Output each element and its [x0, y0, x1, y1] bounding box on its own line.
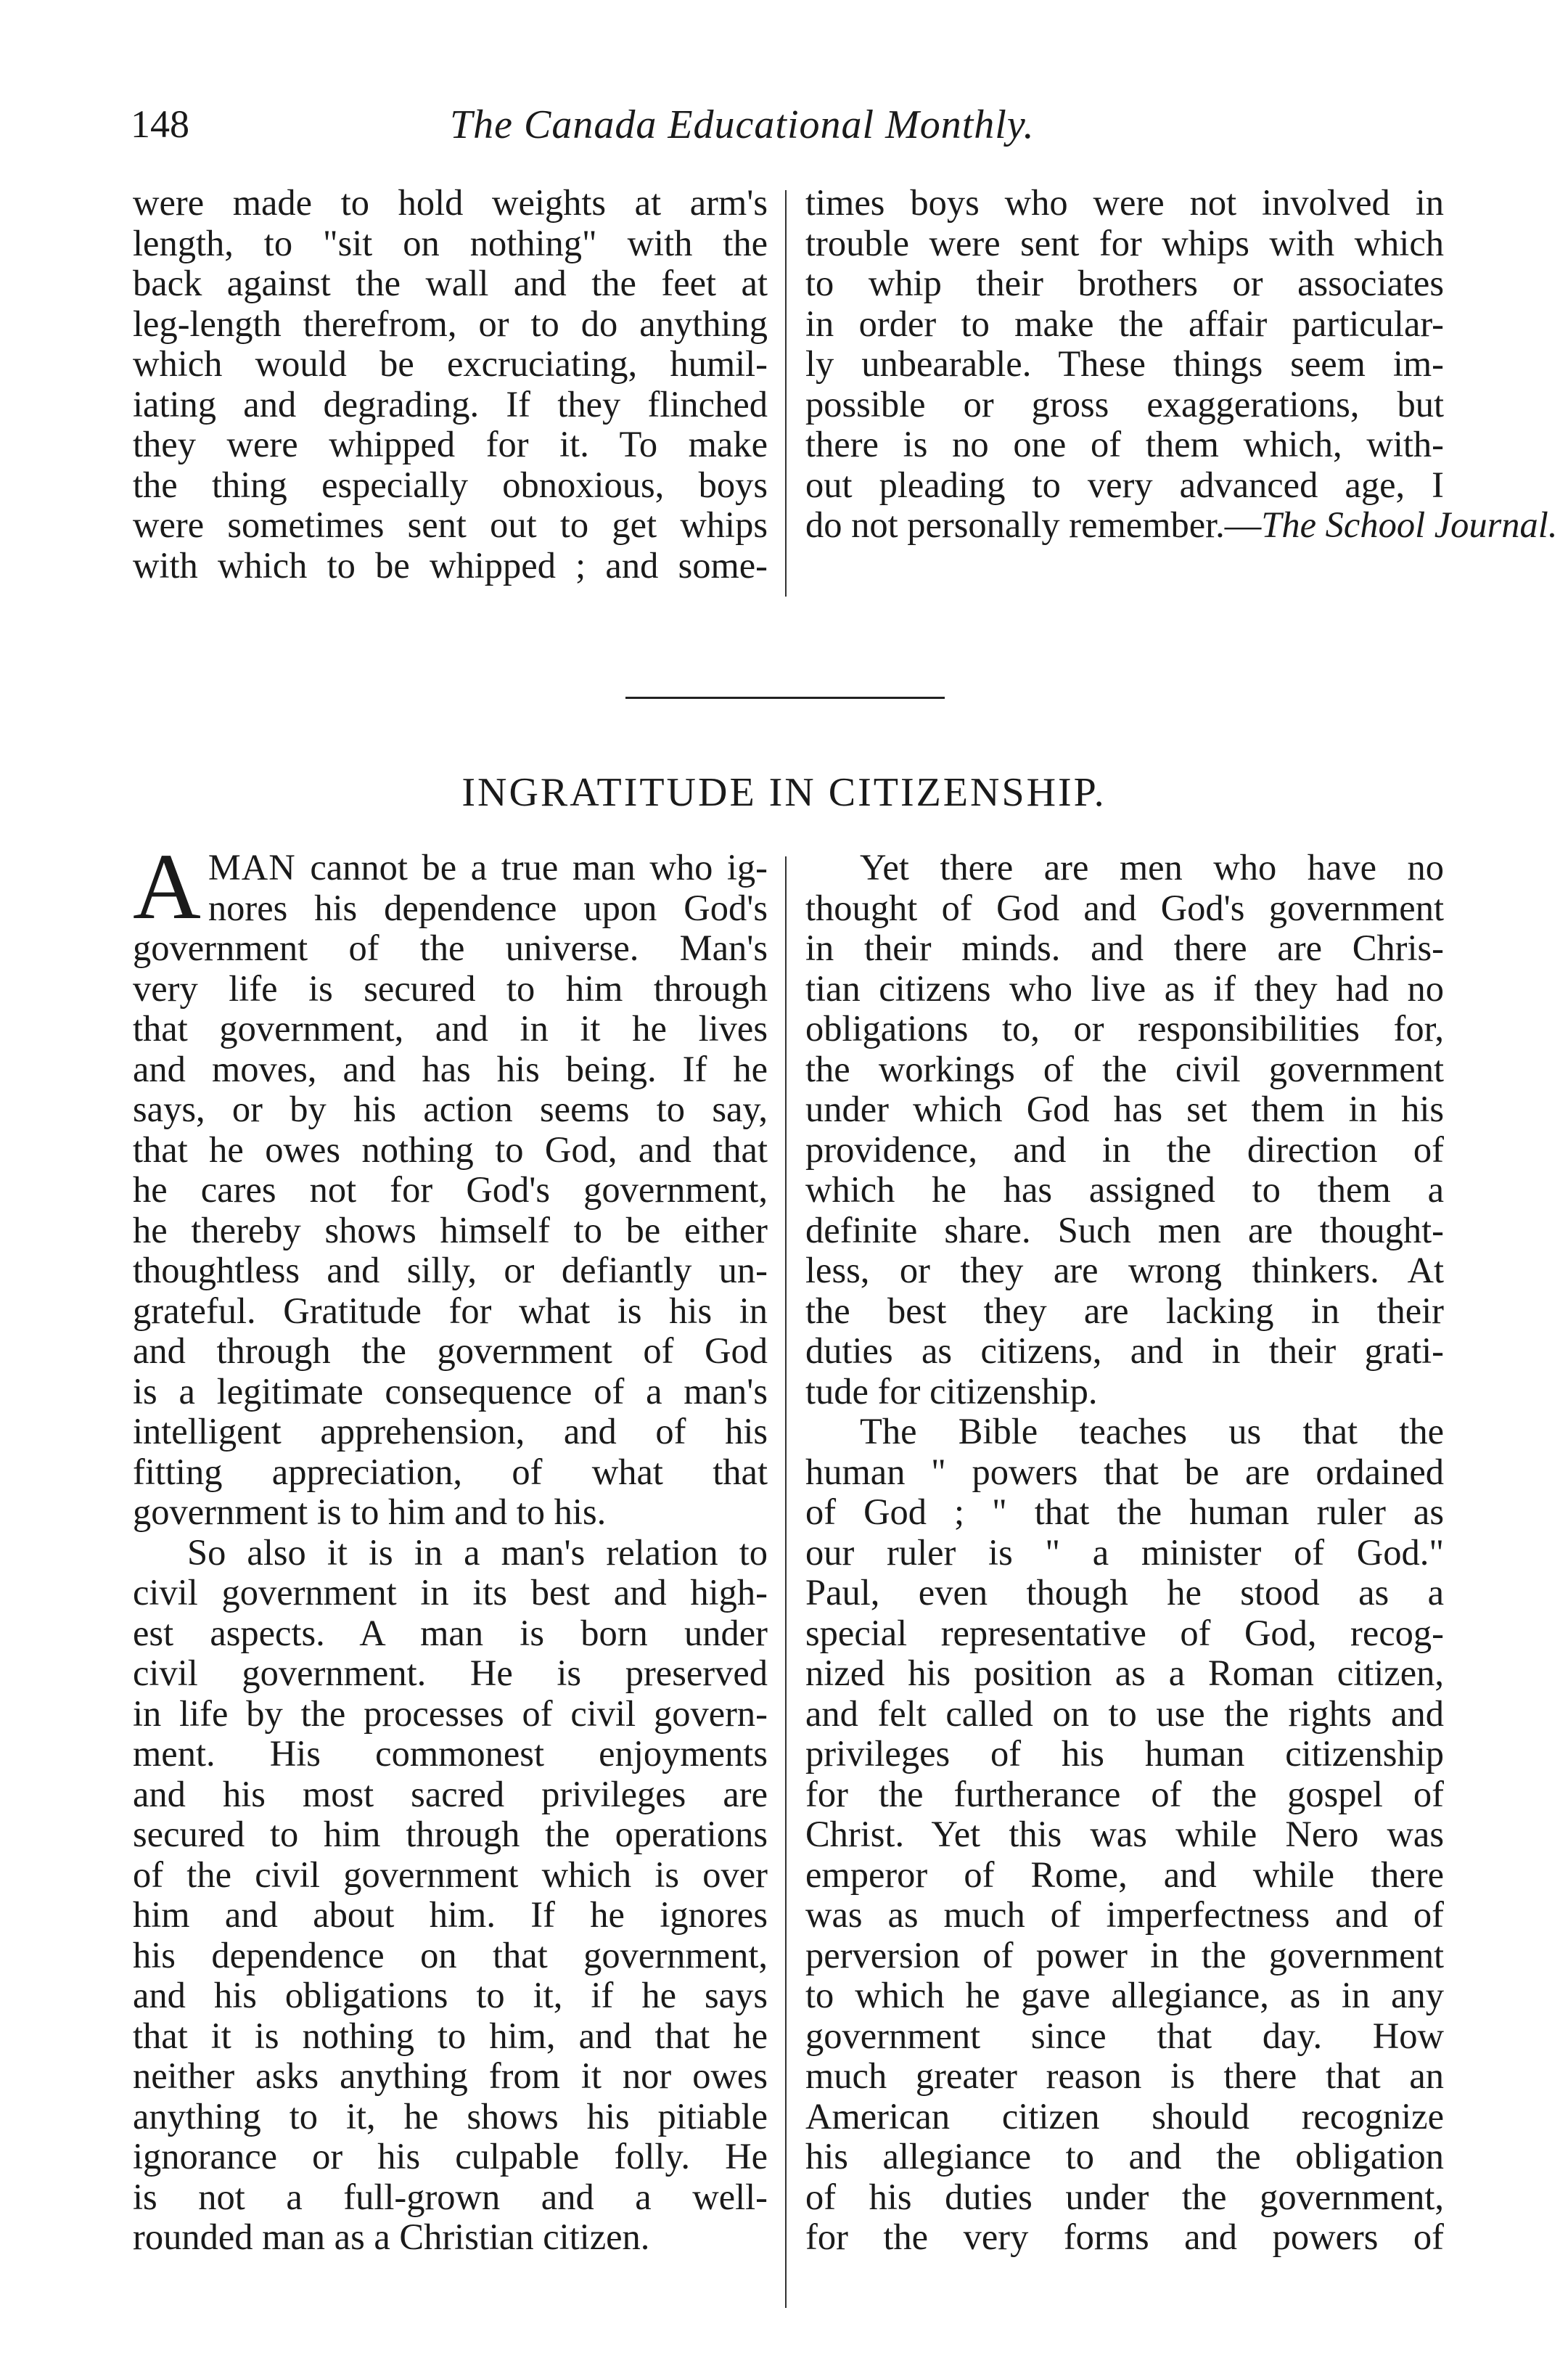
- text-line: of the civil government which is over: [133, 1854, 768, 1895]
- text-line: secured to him through the operations: [133, 1814, 768, 1854]
- text-line: leg-length therefrom, or to do anything: [133, 303, 768, 344]
- text-line: [805, 504, 1558, 546]
- text-line: for the furtherance of the gospel of: [805, 1773, 1444, 1814]
- text-line: times boys who were not involved in: [805, 182, 1444, 223]
- text-line: in their minds. and there are Chris-: [805, 928, 1444, 968]
- text-line: and his most sacred privileges are: [133, 1773, 768, 1814]
- text-line: So also it is in a man's relation to: [187, 1531, 768, 1573]
- text-line: that it is nothing to him, and that he: [133, 2015, 768, 2056]
- text-line: the best they are lacking in their: [805, 1290, 1444, 1331]
- text-fragment: do not personally remember.—: [805, 504, 1262, 545]
- text-line: duties as citizens, and in their grati-: [805, 1330, 1444, 1371]
- section-divider: [625, 697, 945, 699]
- text-line: of his duties under the government,: [805, 2176, 1444, 2217]
- text-line: providence, and in the direction of: [805, 1129, 1444, 1170]
- text-line: there is no one of them which, with-: [805, 424, 1444, 464]
- text-line: under which God has set them in his: [805, 1089, 1444, 1129]
- text-line: ment. His commonest enjoyments: [133, 1733, 768, 1774]
- text-line: much greater reason is there that an: [805, 2055, 1444, 2096]
- text-line: is not a full-grown and a well-: [133, 2176, 768, 2217]
- text-line: rounded man as a Christian citizen.: [133, 2216, 650, 2257]
- article-left-column: [133, 835, 768, 2258]
- page-number: 148: [131, 102, 189, 146]
- text-line: grateful. Gratitude for what is his in: [133, 1290, 768, 1331]
- text-line: less, or they are wrong thinkers. At: [805, 1250, 1444, 1290]
- text-line: the thing especially obnoxious, boys: [133, 464, 768, 505]
- first-word: MAN: [208, 847, 296, 888]
- text-line: special representative of God, recog-: [805, 1612, 1444, 1653]
- text-line: government since that day. How: [805, 2015, 1444, 2056]
- text-line: possible or gross exaggerations, but: [805, 383, 1444, 425]
- text-line: with which to be whipped ; and some-: [133, 544, 768, 586]
- text-line: intelligent apprehension, and of his: [133, 1411, 768, 1452]
- top-right-column: [805, 182, 1558, 546]
- text-line: very life is secured to him through: [133, 967, 768, 1009]
- text-line: to which he gave allegiance, as in any: [805, 1975, 1444, 2015]
- text-line: nores his dependence upon God's: [208, 887, 768, 928]
- text-line: government of the universe. Man's: [133, 928, 768, 968]
- text-line: him and about him. If he ignores: [133, 1894, 768, 1935]
- text-line: nized his position as a Roman citizen,: [805, 1653, 1444, 1693]
- text-line: est aspects. A man is born under: [133, 1612, 768, 1653]
- drop-cap: A: [133, 835, 201, 939]
- text-line: which would be excruciating, humil-: [133, 343, 768, 384]
- text-line: perversion of power in the government: [805, 1934, 1444, 1976]
- text-line: The Bible teaches us that the: [860, 1411, 1444, 1452]
- text-line: and moves, and has his being. If he: [133, 1048, 768, 1089]
- text-line: government is to him and to his.: [133, 1491, 607, 1532]
- text-line: emperor of Rome, and while there: [805, 1854, 1444, 1895]
- text-line: trouble were sent for whips with which: [805, 222, 1444, 263]
- running-title: The Canada Educational Monthly.: [450, 102, 1035, 147]
- text-line: his dependence on that government,: [133, 1934, 768, 1976]
- text-line: for the very forms and powers of: [805, 2216, 1444, 2257]
- text-line: they were whipped for it. To make: [133, 424, 768, 464]
- text-line: in life by the processes of civil govern-: [133, 1692, 768, 1734]
- text-line: is a legitimate consequence of a man's: [133, 1370, 768, 1412]
- text-line: iating and degrading. If they flinched: [133, 383, 768, 425]
- text-line: civil government. He is preserved: [133, 1653, 768, 1693]
- text-line: in order to make the affair particular-: [805, 303, 1444, 344]
- text-line: out pleading to very advanced age, I: [805, 464, 1444, 505]
- column-rule: [785, 190, 787, 597]
- text-line: anything to it, he shows his pitiable: [133, 2095, 768, 2137]
- text-line: civil government in its best and high-: [133, 1572, 768, 1613]
- column-rule: [785, 856, 787, 2308]
- text-line: our ruler is " a minister of God.": [805, 1531, 1444, 1573]
- text-line: says, or by his action seems to say,: [133, 1089, 768, 1129]
- text-line: and his obligations to it, if he says: [133, 1975, 768, 2015]
- text-line: and felt called on to use the rights and: [805, 1692, 1444, 1734]
- text-line: were made to hold weights at arm's: [133, 182, 768, 223]
- text-line: human " powers that be are ordained: [805, 1451, 1444, 1492]
- text-line: privileges of his human citizenship: [805, 1733, 1444, 1774]
- text-line: which he has assigned to them a: [805, 1169, 1444, 1210]
- text-line: Yet there are men who have no: [860, 847, 1444, 888]
- text-line: to whip their brothers or associates: [805, 263, 1444, 303]
- text-line: ignorance or his culpable folly. He: [133, 2136, 768, 2177]
- text-line: length, to "sit on nothing" with the: [133, 222, 768, 263]
- text-line: was as much of imperfectness and of: [805, 1894, 1444, 1935]
- text-line: ly unbearable. These things seem im-: [805, 343, 1444, 384]
- text-line: the workings of the civil government: [805, 1048, 1444, 1089]
- text-line: thought of God and God's government: [805, 887, 1444, 928]
- text-line: definite share. Such men are thought-: [805, 1209, 1444, 1250]
- text-line: thoughtless and silly, or defiantly un-: [133, 1250, 768, 1290]
- article-title: INGRATITUDE IN CITIZENSHIP.: [461, 770, 1107, 815]
- text-line: fitting appreciation, of what that: [133, 1451, 768, 1492]
- page-header: [131, 102, 1444, 160]
- text-line: his allegiance to and the obligation: [805, 2136, 1444, 2177]
- text-fragment: cannot be a true man who ig-: [295, 847, 768, 888]
- text-line: and through the government of God: [133, 1330, 768, 1371]
- text-line: American citizen should recognize: [805, 2095, 1444, 2137]
- source-citation: The School Journal.: [1261, 504, 1558, 545]
- text-line: were sometimes sent out to get whips: [133, 504, 768, 545]
- top-left-column: [133, 183, 768, 586]
- text-line: of God ; " that the human ruler as: [805, 1491, 1444, 1532]
- text-line: tian citizens who live as if they had no: [805, 967, 1444, 1009]
- text-line: back against the wall and the feet at: [133, 263, 768, 303]
- text-line: obligations to, or responsibilities for,: [805, 1008, 1444, 1049]
- text-line: neither asks anything from it nor owes: [133, 2055, 768, 2096]
- text-line: that he owes nothing to God, and that: [133, 1129, 768, 1170]
- text-line: Paul, even though he stood as a: [805, 1572, 1444, 1613]
- text-line: he thereby shows himself to be either: [133, 1209, 768, 1250]
- text-line: tude for citizenship.: [805, 1370, 1098, 1412]
- text-line: Christ. Yet this was while Nero was: [805, 1814, 1444, 1854]
- article-right-column: [805, 848, 1444, 2258]
- text-line: he cares not for God's government,: [133, 1169, 768, 1210]
- text-line: [133, 848, 768, 888]
- text-line: that government, and in it he lives: [133, 1008, 768, 1049]
